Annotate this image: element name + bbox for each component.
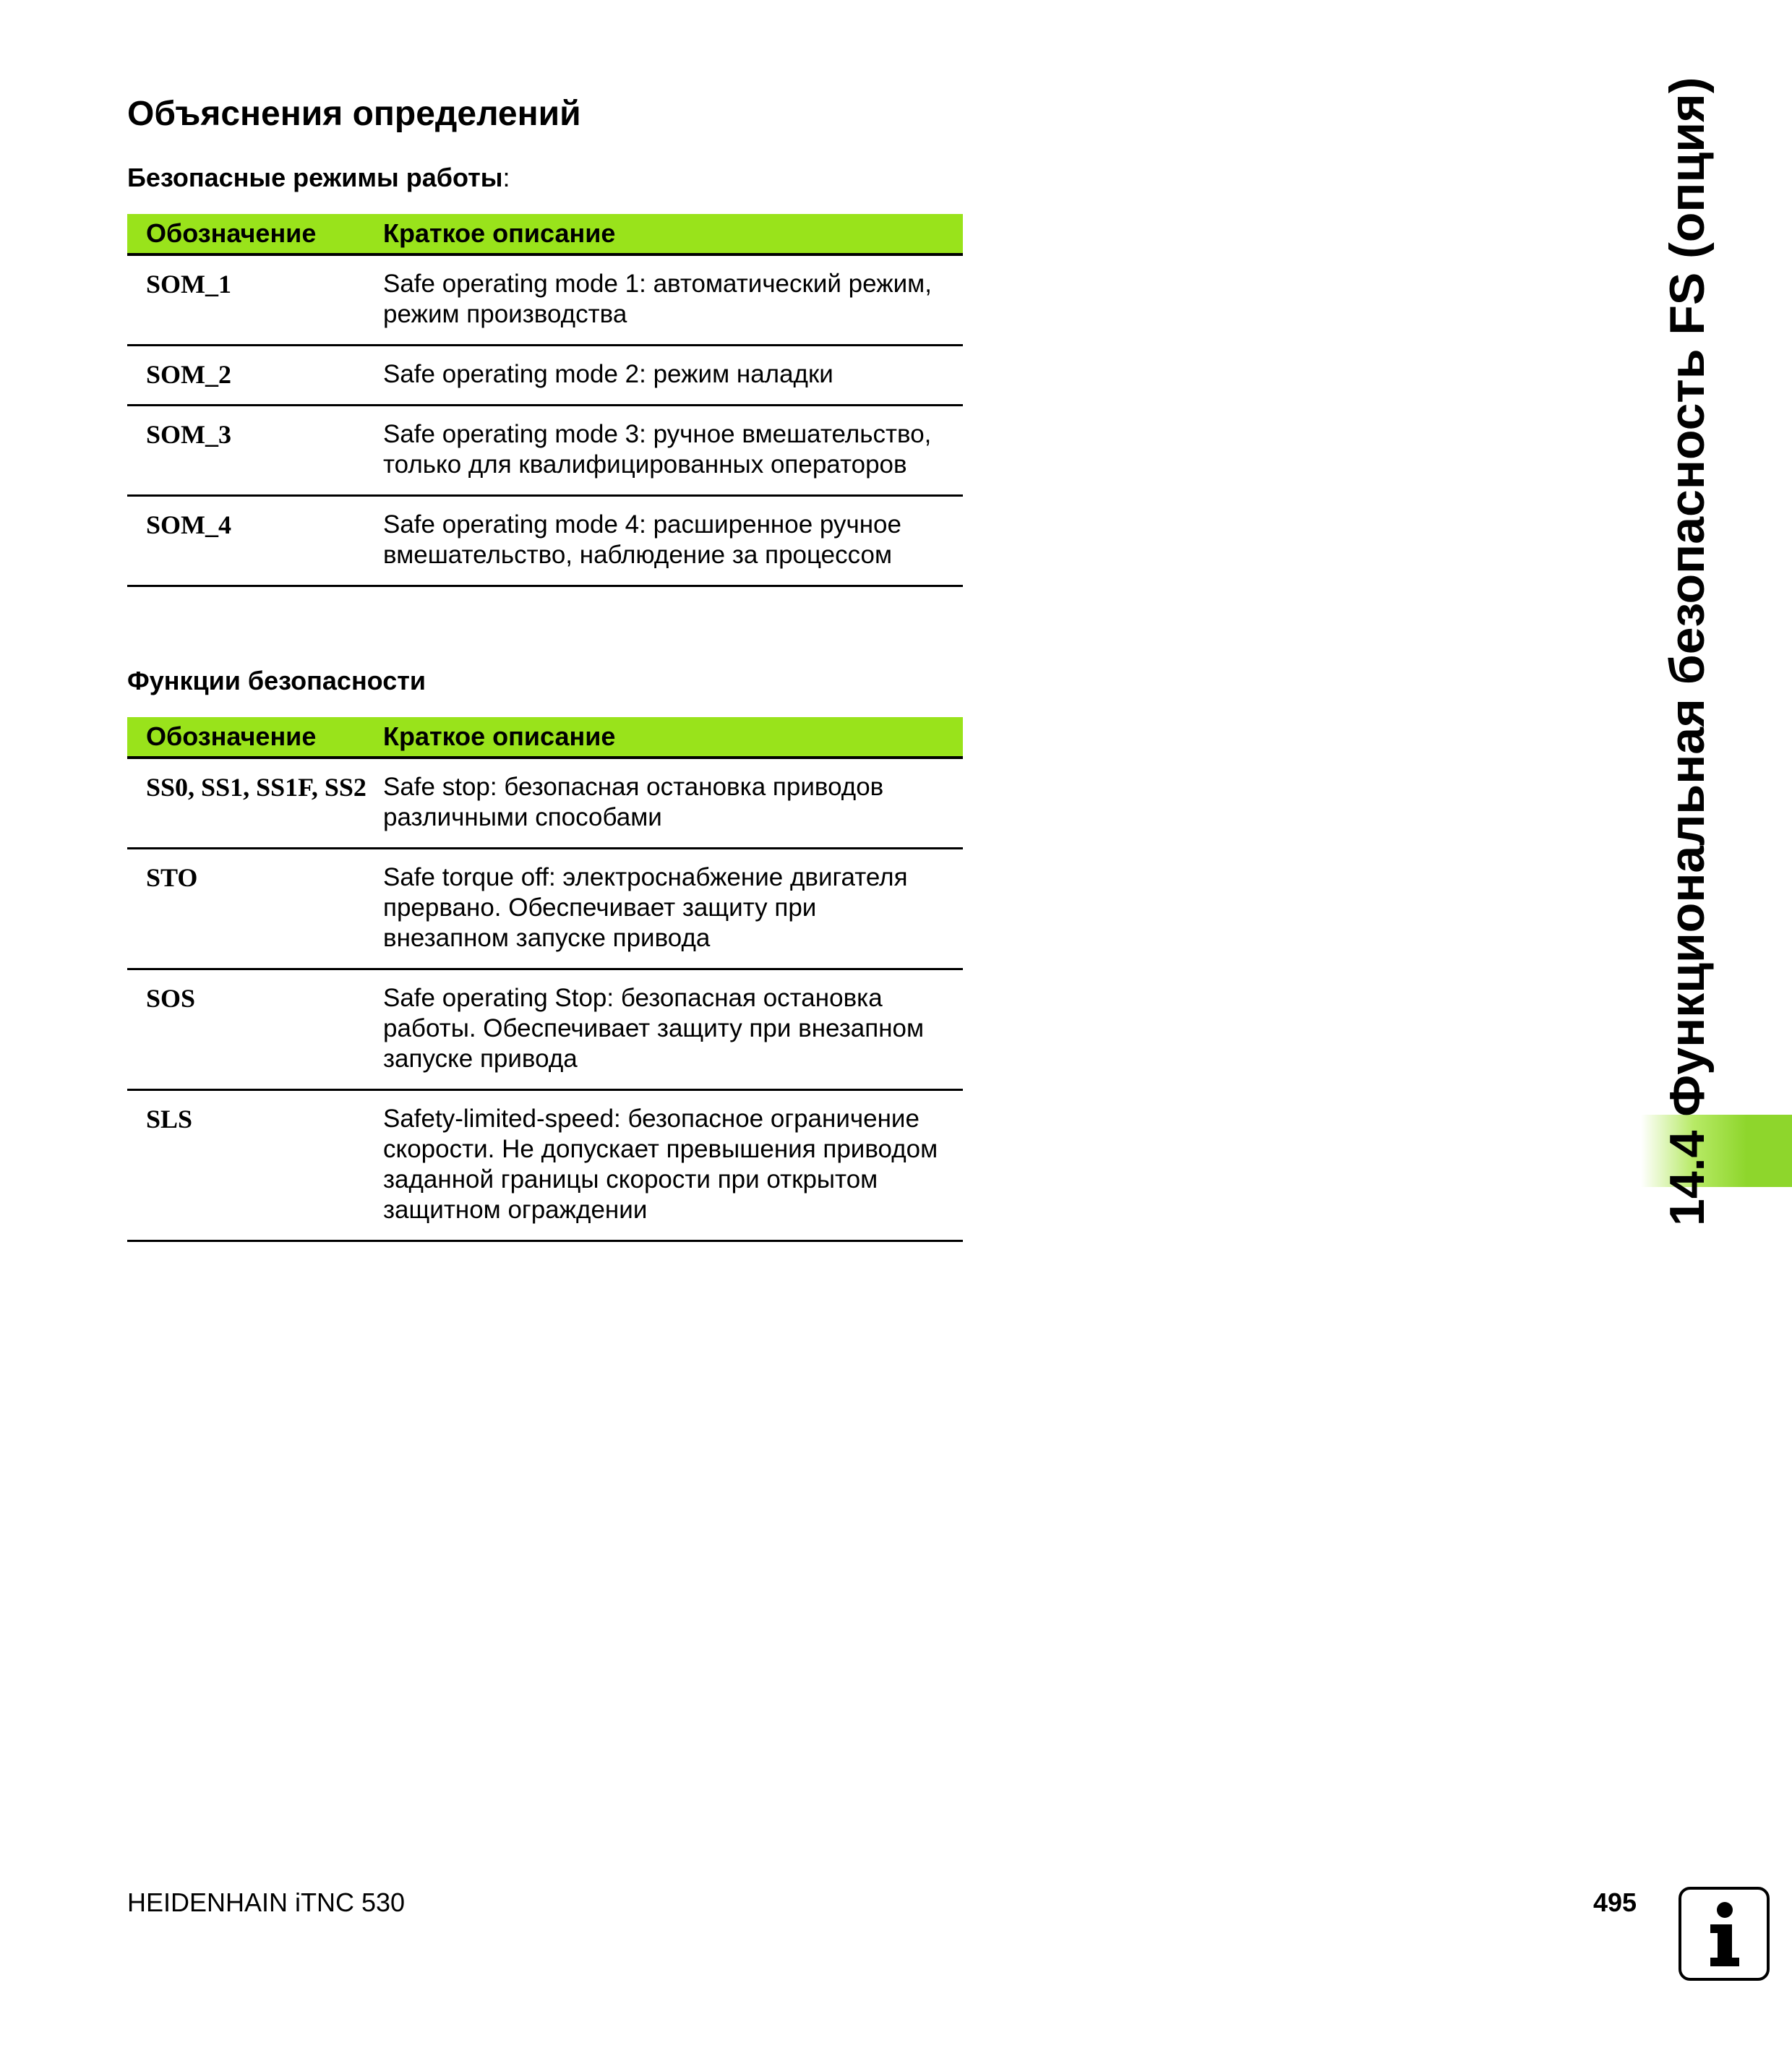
- description-cell: Safe operating mode 3: ручное вмешательство, только для квалифицированных операторов: [383, 406, 963, 496]
- description-cell: Safe stop: безопасная остановка приводов различными способами: [383, 758, 963, 849]
- column-header-description: Краткое описание: [383, 717, 963, 758]
- footer-product-name: HEIDENHAIN iTNC 530: [127, 1888, 406, 1917]
- safe-modes-table: [127, 214, 963, 587]
- term-cell: SLS: [127, 1090, 383, 1241]
- column-header-designation: Обозначение: [127, 717, 383, 758]
- description-cell: Safe operating mode 2: режим наладки: [383, 346, 963, 406]
- page-heading: Объяснения определений: [127, 95, 581, 133]
- chapter-side-title: [1660, 77, 1715, 1226]
- term-cell: STO: [127, 849, 383, 969]
- table-row: [127, 496, 963, 586]
- term-cell: SOM_4: [127, 496, 383, 586]
- term-cell: SOS: [127, 969, 383, 1090]
- table-row: [127, 346, 963, 406]
- section-title-text: Безопасные режимы работы: [127, 163, 503, 192]
- description-cell: Safety-limited-speed: безопасное ограничение скорости. Не допускает превышения приводом заданной границы скорости при открытом защитном ограждении: [383, 1090, 963, 1241]
- table-row: [127, 254, 963, 346]
- section-title-safe-modes: [127, 162, 510, 194]
- table-header-row: [127, 214, 963, 254]
- term-cell: SS0, SS1, SS1F, SS2: [127, 758, 383, 849]
- term-cell: SOM_1: [127, 254, 383, 346]
- table-row: [127, 1090, 963, 1241]
- description-cell: Safe operating mode 4: расширенное ручное вмешательство, наблюдение за процессом: [383, 496, 963, 586]
- section-title-colon: :: [502, 163, 510, 192]
- column-header-description: Краткое описание: [383, 214, 963, 254]
- table-row: [127, 969, 963, 1090]
- term-cell: SOM_2: [127, 346, 383, 406]
- description-cell: Safe operating mode 1: автоматический режим, режим производства: [383, 254, 963, 346]
- page-number: 495: [1593, 1888, 1637, 1917]
- table-header-row: [127, 717, 963, 758]
- info-icon-glyph: [1681, 1890, 1767, 1978]
- description-cell: Safe operating Stop: безопасная остановка работы. Обеспечивает защиту при внезапном запуске привода: [383, 969, 963, 1090]
- section-title-safety-functions: Функции безопасности: [127, 666, 426, 695]
- table-row: [127, 406, 963, 496]
- description-cell: Safe torque off: электроснабжение двигателя прервано. Обеспечивает защиту при внезапном запуске привода: [383, 849, 963, 969]
- info-icon: [1679, 1887, 1770, 1981]
- term-cell: SOM_3: [127, 406, 383, 496]
- table-row: [127, 849, 963, 969]
- safety-functions-table: [127, 717, 963, 1242]
- column-header-designation: Обозначение: [127, 214, 383, 254]
- chapter-side-title-text: 14.4 Функциональная безопасность FS (опция): [1660, 77, 1715, 1226]
- table-row: [127, 758, 963, 849]
